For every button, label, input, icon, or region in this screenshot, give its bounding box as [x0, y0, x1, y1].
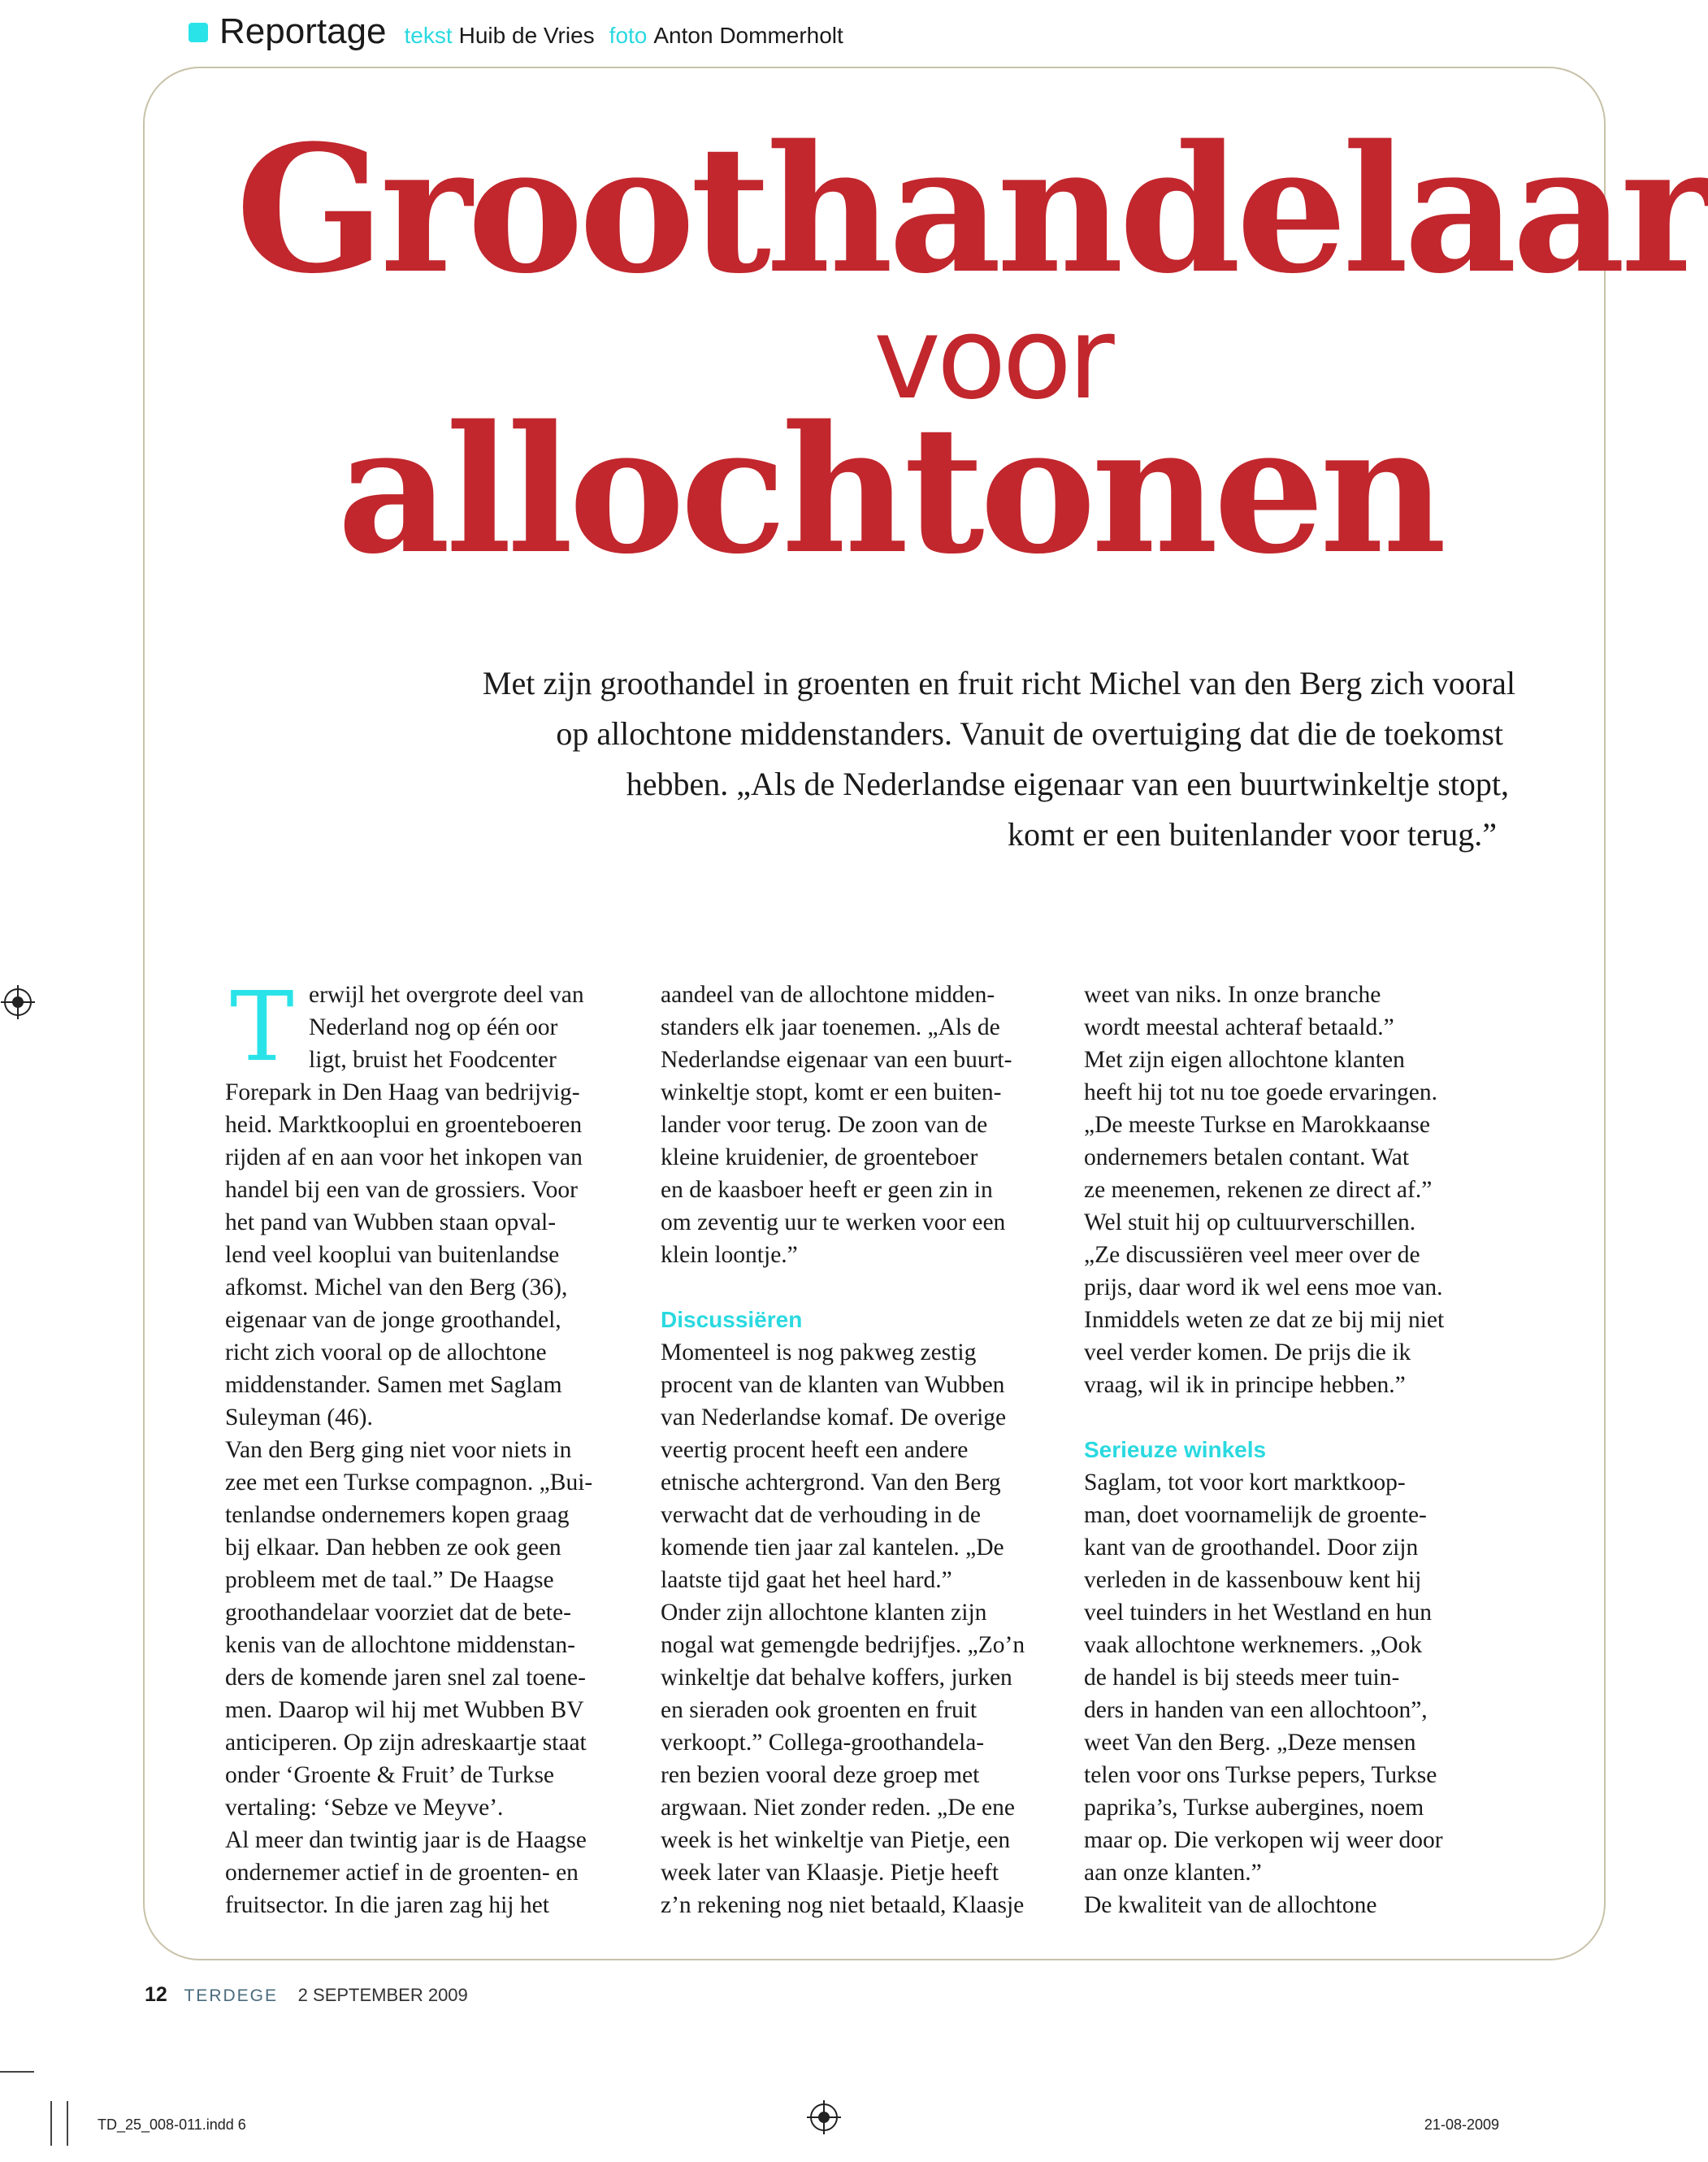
headline-line-2: voor [874, 293, 1111, 425]
body-line: veel tuinders in het Westland en hun [1084, 1600, 1433, 1626]
body-line: vraag, wil ik in principe hebben.” [1084, 1372, 1406, 1398]
body-line: aan onze klanten.” [1084, 1860, 1262, 1886]
body-line: heid. Marktkooplui en groenteboeren [225, 1112, 583, 1138]
body-line: middenstander. Samen met Saglam [225, 1372, 562, 1398]
body-line: ders de komende jaren snel zal toene- [225, 1665, 586, 1691]
body-line: Van den Berg ging niet voor niets in [225, 1437, 572, 1463]
page-folio [145, 1983, 468, 2007]
body-line: men. Daarop wil hij met Wubben BV [225, 1697, 584, 1723]
body-line: procent van de klanten van Wubben [661, 1372, 1005, 1398]
body-line: De kwaliteit van de allochtone [1084, 1892, 1377, 1918]
body-line: afkomst. Michel van den Berg (36), [225, 1274, 568, 1300]
body-line: vaak allochtone werknemers. „Ook [1084, 1632, 1423, 1658]
body-line: Al meer dan twintig jaar is de Haagse [225, 1827, 587, 1853]
body-line: z’n rekening nog niet betaald, Klaasje [661, 1892, 1025, 1918]
body-line: ligt, bruist het Foodcenter [309, 1047, 557, 1073]
body-line: Suleyman (46). [225, 1404, 373, 1430]
body-line: standers elk jaar toenemen. „Als de [661, 1014, 1000, 1040]
body-line: erwijl het overgrote deel van [309, 982, 584, 1008]
body-line: om zeventig uur te werken voor een [661, 1209, 1006, 1235]
body-line: Onder zijn allochtone klanten zijn [661, 1600, 987, 1626]
body-line: tenlandse ondernemers kopen graag [225, 1502, 570, 1528]
body-line: kenis van de allochtone middenstan- [225, 1632, 575, 1658]
headline-line-3: allochtonen [337, 387, 1442, 593]
body-column-2 [661, 979, 1075, 1921]
body-line: Momenteel is nog pakweg zestig [661, 1339, 977, 1365]
body-line: groothandelaar voorziet dat de bete- [225, 1600, 571, 1626]
body-line: klein loontje.” [661, 1242, 798, 1268]
body-line: de handel is bij steeds meer tuin- [1084, 1665, 1400, 1691]
body-line: Saglam, tot voor kort marktkoop- [1084, 1470, 1406, 1496]
page-number: 12 [145, 1983, 167, 2006]
body-line: verwacht dat de verhouding in de [661, 1502, 982, 1528]
body-line: prijs, daar word ik wel eens moe van. [1084, 1274, 1443, 1300]
intro-paragraph [244, 658, 1515, 860]
body-line: anticiperen. Op zijn adreskaartje staat [225, 1730, 587, 1756]
body-line: paprika’s, Turkse aubergines, noem [1084, 1795, 1424, 1821]
text-label: tekst [404, 23, 453, 48]
body-line: fruitsector. In die jaren zag hij het [225, 1892, 549, 1918]
subheading: Serieuze winkels [1084, 1437, 1267, 1462]
body-line: komende tien jaar zal kantelen. „De [661, 1535, 1004, 1561]
subheading: Discussiëren [661, 1307, 803, 1332]
body-line: bij elkaar. Dan hebben ze ook geen [225, 1535, 561, 1561]
body-column-1 [225, 970, 639, 1921]
body-line: weet van niks. In onze branche [1084, 982, 1381, 1008]
section-header [189, 11, 858, 60]
body-line: onder ‘Groente & Fruit’ de Turkse [225, 1762, 555, 1788]
body-line: wordt meestal achteraf betaald.” [1084, 1014, 1394, 1040]
section-marker-icon [189, 23, 208, 42]
registration-mark-icon [4, 988, 32, 1016]
body-line: „Ze discussiëren veel meer over de [1084, 1242, 1420, 1268]
body-column-3 [1084, 979, 1506, 1921]
body-line: van Nederlandse komaf. De overige [661, 1404, 1007, 1430]
body-line: maar op. Die verkopen wij weer door [1084, 1827, 1443, 1853]
body-line: ze meenemen, rekenen ze direct af.” [1084, 1177, 1433, 1203]
intro-line: komt er een buitenlander voor terug.” [1008, 816, 1497, 853]
body-line: kleine kruidenier, de groenteboer [661, 1144, 978, 1170]
crop-mark [67, 2101, 68, 2146]
body-line: vertaling: ‘Sebze ve Meyve’. [225, 1795, 504, 1821]
body-line: lend veel kooplui van buitenlandse [225, 1242, 560, 1268]
body-line: laatste tijd gaat het heel hard.” [661, 1567, 952, 1593]
body-line: Inmiddels weten ze dat ze bij mij niet [1084, 1307, 1445, 1333]
body-line: week later van Klaasje. Pietje heeft [661, 1860, 999, 1886]
body-line: Met zijn eigen allochtone klanten [1084, 1047, 1405, 1073]
body-line: man, doet voornamelijk de groente- [1084, 1502, 1427, 1528]
body-line: Nederland nog op één oor [309, 1014, 558, 1040]
body-line: Forepark in Den Haag van bedrijvig- [225, 1079, 580, 1105]
body-line: ondernemer actief in de groenten- en [225, 1860, 579, 1886]
body-line: „De meeste Turkse en Marokkaanse [1084, 1112, 1430, 1138]
photo-label: foto [609, 23, 648, 48]
body-line: handel bij een van de grossiers. Voor [225, 1177, 578, 1203]
body-line: en de kaasboer heeft er geen zin in [661, 1177, 993, 1203]
headline-line-1: Groothandelaar [236, 106, 1708, 312]
body-line: aandeel van de allochtone midden- [661, 982, 995, 1008]
body-line: winkeltje stopt, komt er een buiten- [661, 1079, 1002, 1105]
body-line: rijden af en aan voor het inkopen van [225, 1144, 583, 1170]
body-line: het pand van Wubben staan opval- [225, 1209, 557, 1235]
body-line: richt zich vooral op de allochtone [225, 1339, 547, 1365]
body-line: lander voor terug. De zoon van de [661, 1112, 988, 1138]
body-line: zee met een Turkse compagnon. „Bui- [225, 1470, 593, 1496]
body-line: kant van de groothandel. Door zijn [1084, 1535, 1419, 1561]
body-line: week is het winkeltje van Pietje, een [661, 1827, 1011, 1853]
body-line: argwaan. Niet zonder reden. „De ene [661, 1795, 1015, 1821]
body-line: verkoopt.” Collega-groothandela- [661, 1730, 985, 1756]
body-line: eigenaar van de jonge groothandel, [225, 1307, 561, 1333]
body-line: ondernemers betalen contant. Wat [1084, 1144, 1410, 1170]
intro-line: op allochtone middenstanders. Vanuit de overtuiging dat die de toekomst [556, 715, 1503, 752]
body-line: telen voor ons Turkse pepers, Turkse [1084, 1762, 1437, 1788]
photographer-name: Anton Dommerholt [653, 23, 843, 48]
body-line: ders in handen van een allochtoon”, [1084, 1697, 1428, 1723]
issue-date: 2 SEPTEMBER 2009 [297, 1985, 468, 2005]
magazine-name: TERDEGE [184, 1986, 278, 2005]
body-line: ren bezien vooral deze groep met [661, 1762, 980, 1788]
body-line: en sieraden ook groenten en fruit [661, 1697, 978, 1723]
section-name: Reportage [219, 11, 387, 51]
intro-line: hebben. „Als de Nederlandse eigenaar van een buurtwinkeltje stopt, [626, 766, 1509, 802]
crop-mark [0, 2071, 34, 2073]
body-line: veel verder komen. De prijs die ik [1084, 1339, 1411, 1365]
body-line: winkeltje dat behalve koffers, jurken [661, 1665, 1012, 1691]
body-line: heeft hij tot nu toe goede ervaringen. [1084, 1079, 1437, 1105]
body-line: Nederlandse eigenaar van een buurt- [661, 1047, 1012, 1073]
body-line: veertig procent heeft een andere [661, 1437, 969, 1463]
body-line: weet Van den Berg. „Deze mensen [1084, 1730, 1416, 1756]
body-line: etnische achtergrond. Van den Berg [661, 1470, 1001, 1496]
body-line: nogal wat gemengde bedrijfjes. „Zo’n [661, 1632, 1025, 1658]
intro-line: Met zijn groothandel in groenten en fruit richt Michel van den Berg zich vooral [482, 665, 1515, 701]
crop-mark [50, 2101, 52, 2146]
author-name: Huib de Vries [458, 23, 595, 48]
paragraph-gap [1084, 1401, 1506, 1434]
body-line: verleden in de kassenbouw kent hij [1084, 1567, 1422, 1593]
print-date: 21-08-2009 [1424, 2116, 1499, 2133]
paragraph-gap [661, 1271, 1075, 1304]
body-line: Wel stuit hij op cultuurverschillen. [1084, 1209, 1416, 1235]
dropcap: T [230, 970, 294, 1083]
body-line: probleem met de taal.” De Haagse [225, 1567, 554, 1593]
registration-mark-icon [810, 2103, 838, 2131]
file-slug: TD_25_008-011.indd 6 [98, 2116, 246, 2133]
